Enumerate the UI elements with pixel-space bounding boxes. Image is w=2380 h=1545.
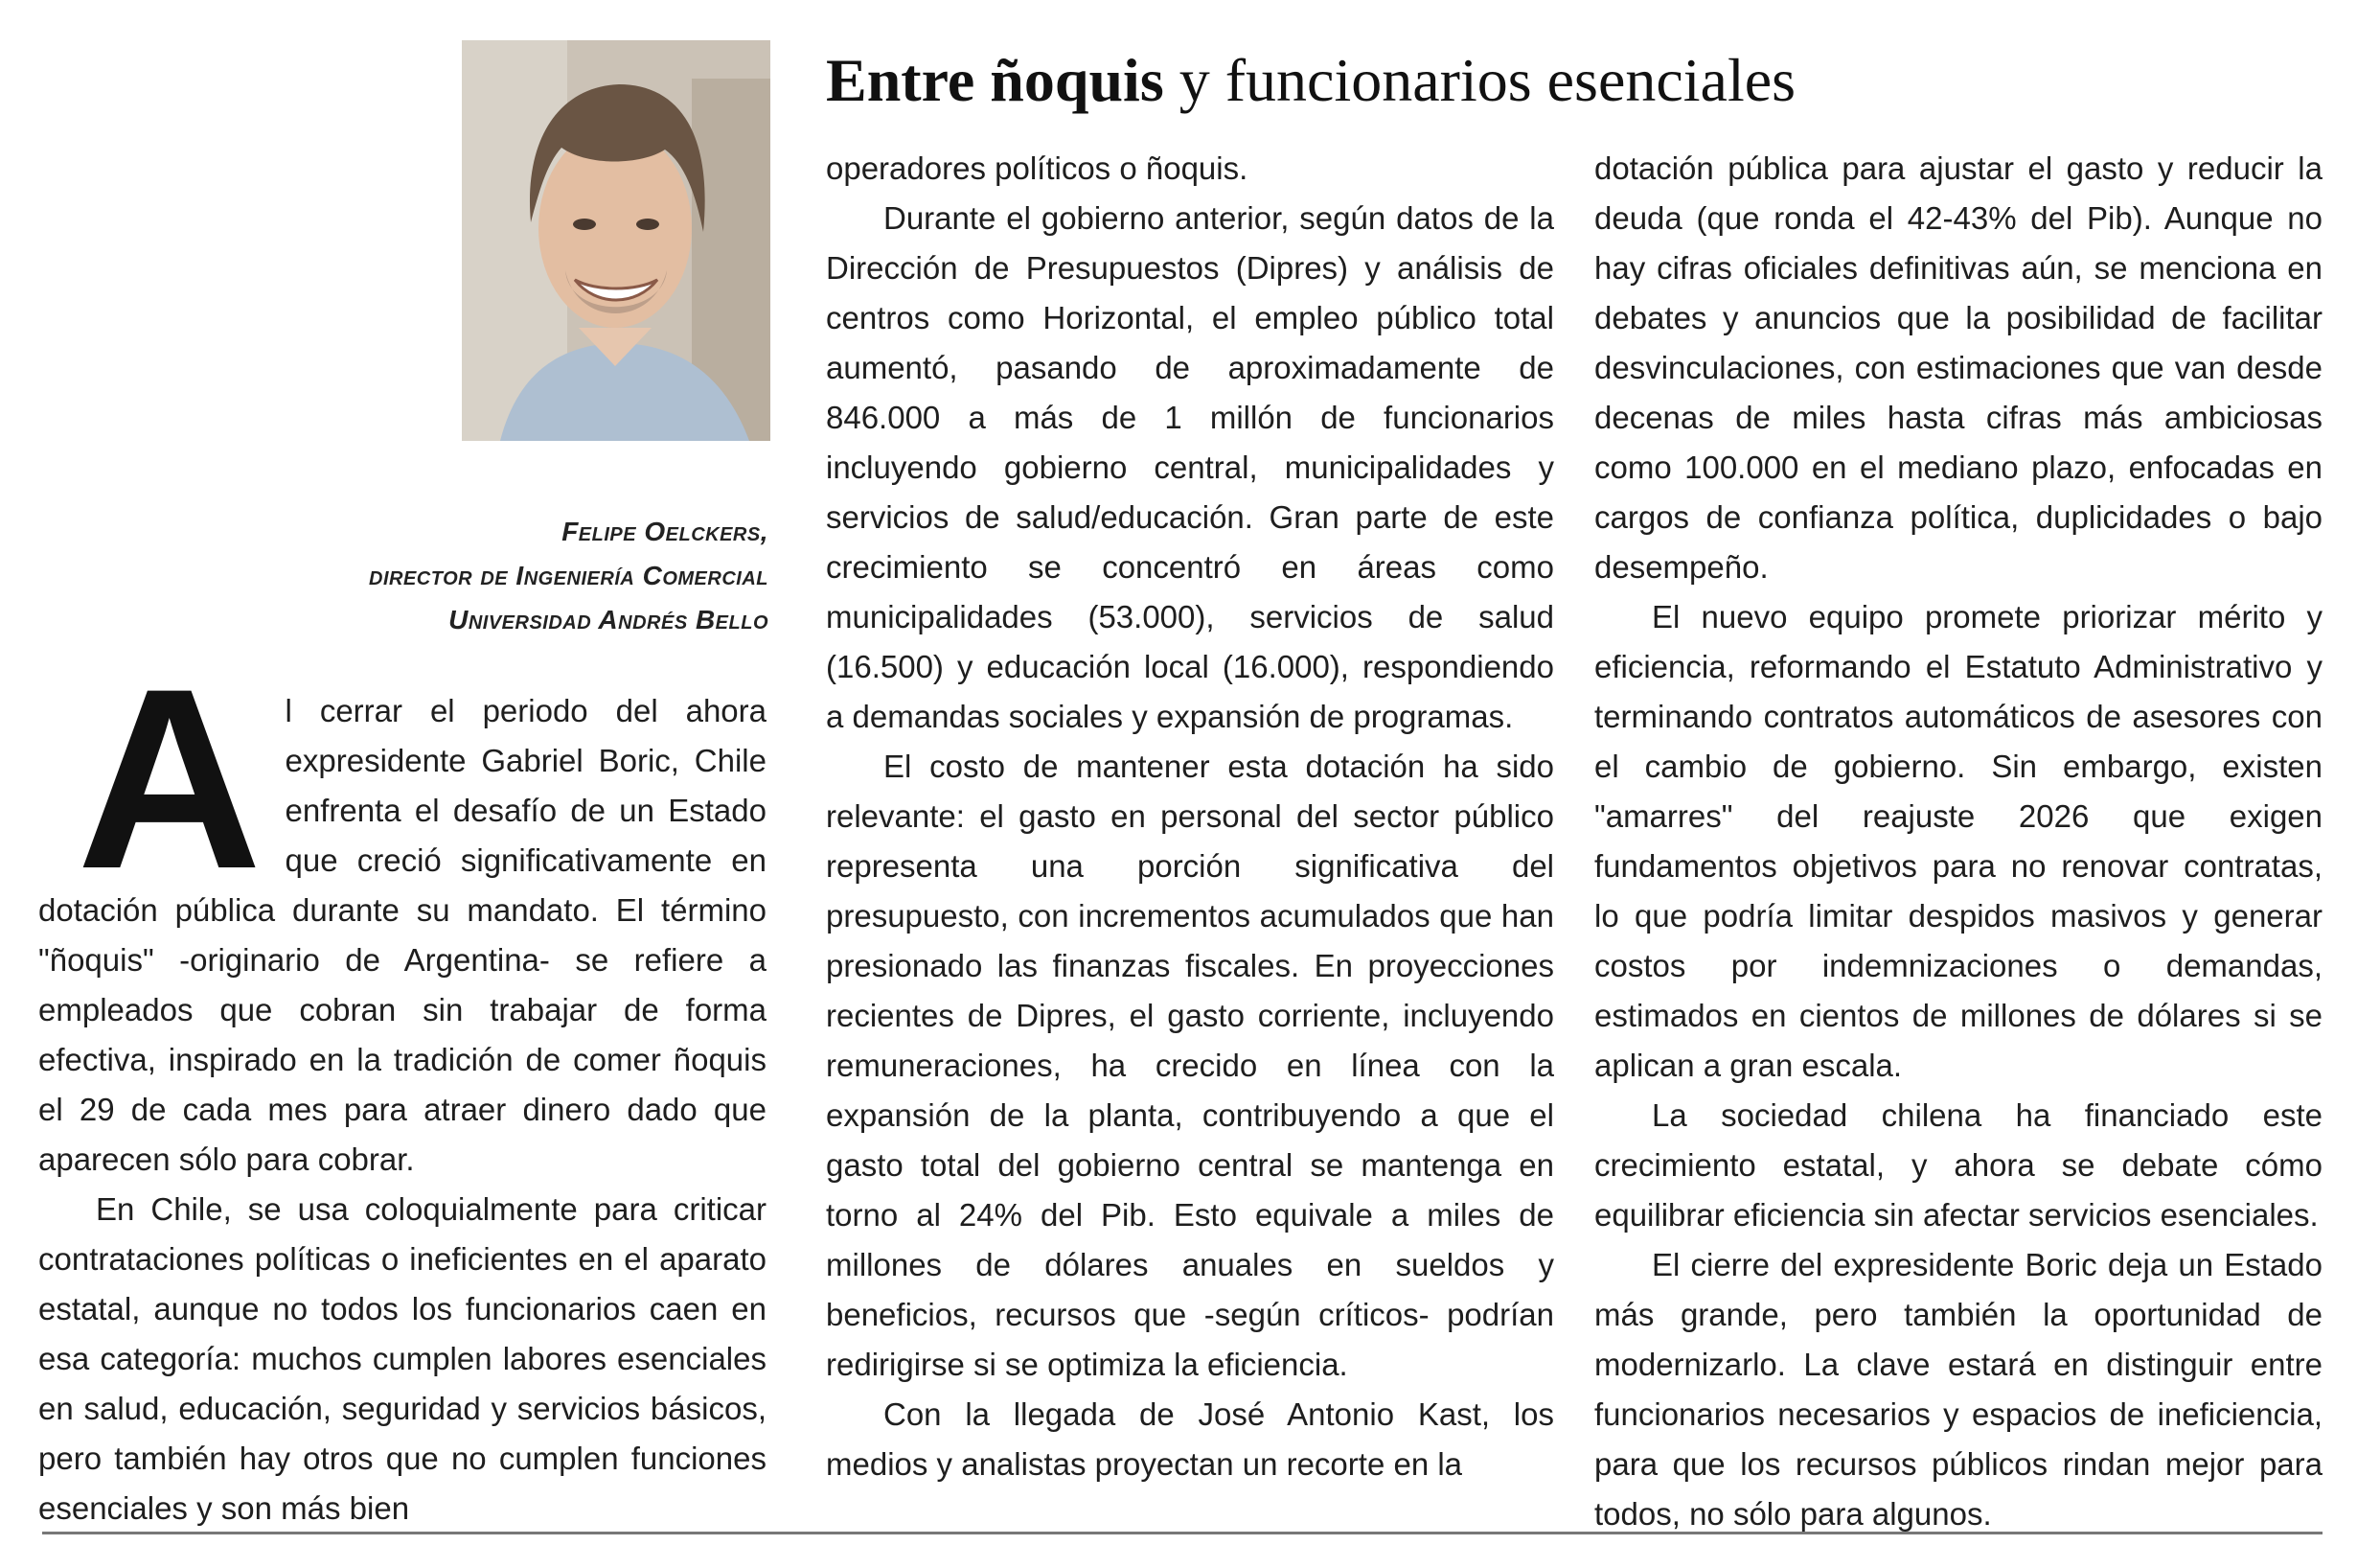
paragraph: En Chile, se usa coloquialmente para criticar contrataciones políticas o ineficientes en el aparato estatal, aunque no todos los funcionarios caen en esa categoría: muchos cumplen labores esenciales en salud, educación, seguridad y servicios básicos, pero también hay otros que no cumplen funciones esenciales y son más bien — [38, 1191, 767, 1526]
paragraph: Durante el gobierno anterior, según datos de la Dirección de Presupuestos (Dipres) y análisis de centros como Horizontal, el empleo público total aumentó, pasando de aproximadamente de 846.000 a más de 1 millón de funcionarios incluyendo gobierno central, municipalidades y servicios de salud/educación. Gran parte de este crecimiento se concentró en áreas como municipalidades (53.000), servicios de salud (16.500) y educación local (16.000), respondiendo a demandas sociales y expansión de programas. — [826, 200, 1554, 734]
headline-bold: Entre ñoquis — [826, 46, 1164, 114]
paragraph: operadores políticos o ñoquis. — [826, 150, 1248, 186]
author-name: Felipe Oelckers, — [561, 517, 768, 546]
paragraph: Con la llegada de José Antonio Kast, los medios y analistas proyectan un recorte en la — [826, 1396, 1554, 1482]
article-column-1 — [38, 634, 767, 1533]
headline — [826, 42, 2340, 119]
author-role: director de Ingeniería Comercial — [369, 561, 768, 590]
paragraph: El cierre del expresidente Boric deja un Estado más grande, pero también la oportunidad de modernizarlo. La clave estará en distinguir entre funcionarios necesarios y espacios de ineficiencia, para que los recursos públicos rindan mejor para todos, no sólo para algunos. — [1594, 1247, 2323, 1532]
article-column-2 — [826, 144, 1554, 1489]
paragraph: El nuevo equipo promete priorizar mérito y eficiencia, reformando el Estatuto Administrativo y terminando contratos automáticos de asesores con el cambio de gobierno. Sin embargo, existen "amarres" del reajuste 2026 que exigen fundamentos objetivos para no renovar contratas, lo que podría limitar despidos masivos y generar costos por indemnizaciones o demandas, estimados en cientos de millones de dólares si se aplican a gran escala. — [1594, 599, 2323, 1083]
drop-cap: A — [77, 634, 263, 922]
author-photo — [462, 40, 770, 441]
bottom-divider — [42, 1532, 2323, 1534]
paragraph: dotación pública para ajustar el gasto y reducir la deuda (que ronda el 42-43% del Pib). Aunque no hay cifras oficiales definitivas aún, se menciona en debates y anuncios que la posibilidad de facilitar desvinculaciones, con estimaciones que van desde decenas de miles hasta cifras más ambiciosas como 100.000 en el mediano plazo, enfocadas en cargos de confianza política, duplicidades o bajo desempeño. — [1594, 150, 2323, 585]
author-byline — [220, 510, 768, 642]
paragraph: La sociedad chilena ha financiado este crecimiento estatal, y ahora se debate cómo equilibrar eficiencia sin afectar servicios esenciales. — [1594, 1097, 2323, 1233]
paragraph: l cerrar el periodo del ahora expresidente Gabriel Boric, Chile enfrenta el desafío de un Estado que creció significativamente en dotación pública durante su mandato. El término "ñoquis" -originario de Argentina- se refiere a empleados que cobran sin trabajar de forma efectiva, inspirado en la tradición de comer ñoquis el 29 de cada mes para atraer dinero dado que aparecen sólo para cobrar. — [38, 693, 767, 1177]
paragraph: El costo de mantener esta dotación ha sido relevante: el gasto en personal del sector público representa una porción significativa del presupuesto, con incrementos acumulados que han presionado las finanzas fiscales. En proyecciones recientes de Dipres, el gasto corriente, incluyendo remuneraciones, ha crecido en línea con la expansión de la planta, contribuyendo a que el gasto total del gobierno central se mantenga en torno al 24% del Pib. Esto equivale a miles de millones de dólares anuales en sueldos y beneficios, recursos que -según críticos- podrían redirigirse si se optimiza la eficiencia. — [826, 749, 1554, 1382]
article-column-3 — [1594, 144, 2323, 1539]
author-portrait-image — [462, 40, 770, 441]
headline-rest: y funcionarios esenciales — [1163, 46, 1796, 114]
author-institution: Universidad Andrés Bello — [448, 605, 768, 634]
